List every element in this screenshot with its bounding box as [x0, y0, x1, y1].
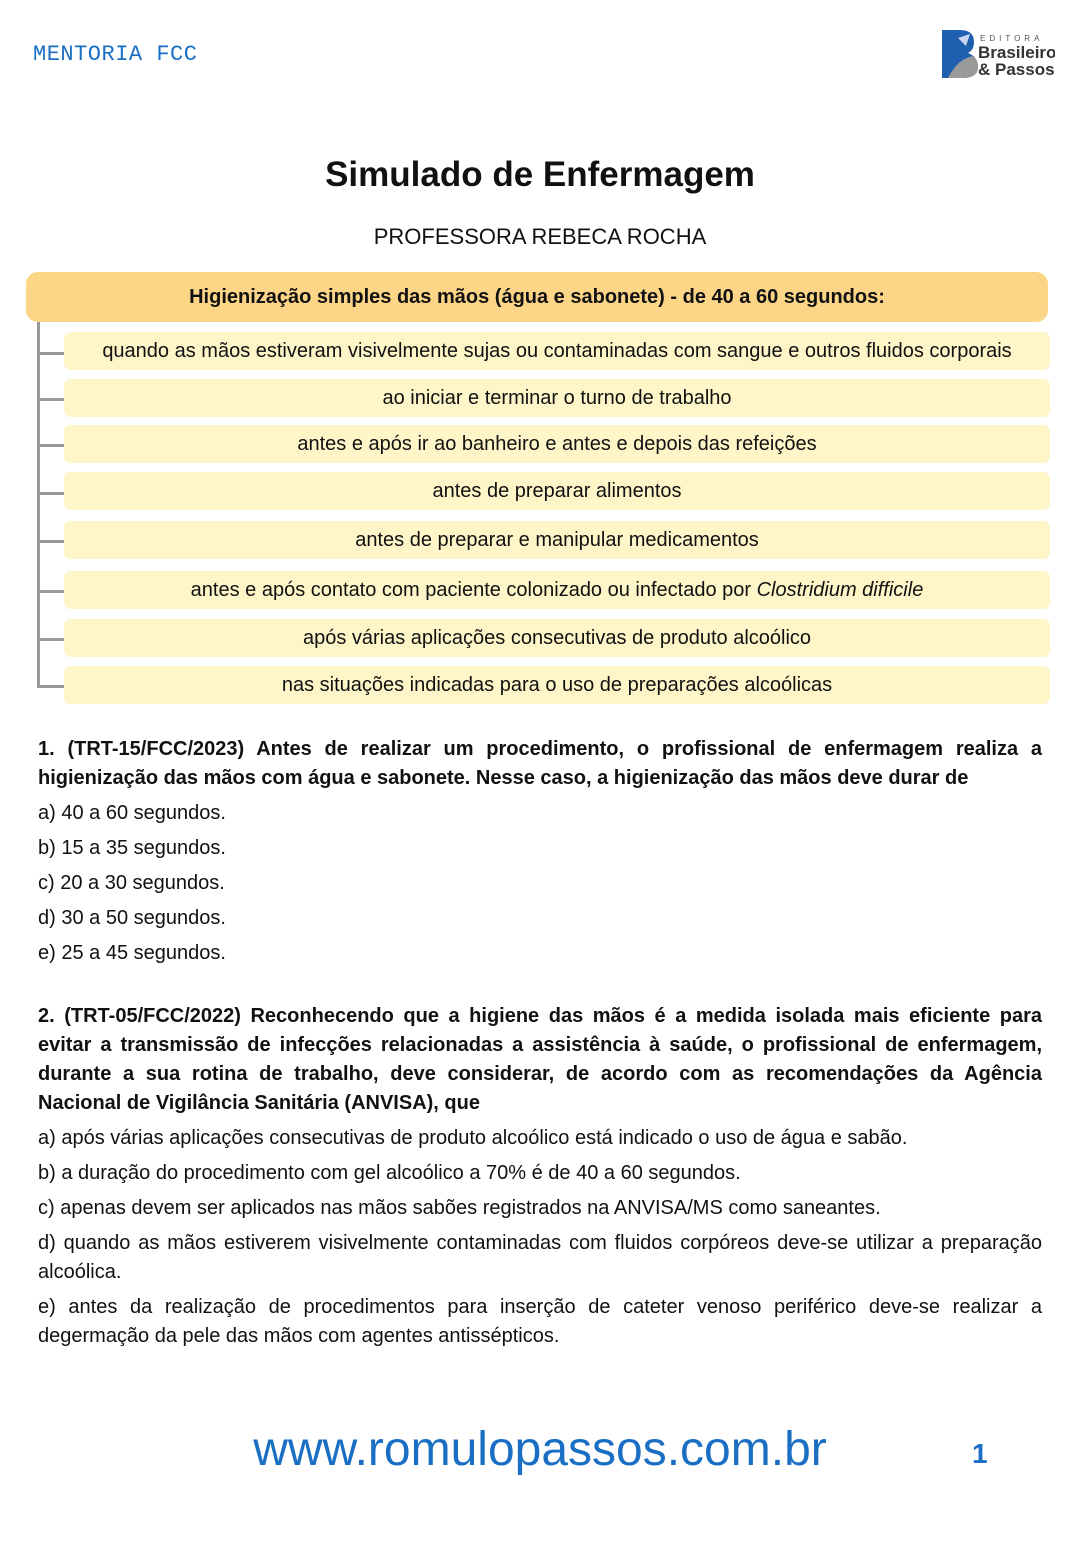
option-b: b) a duração do procedimento com gel alcoólico a 70% é de 40 a 60 segundos.	[38, 1162, 741, 1184]
question-1	[38, 735, 1042, 968]
option-b: b) 15 a 35 segundos.	[38, 837, 226, 859]
option-e: e) 25 a 45 segundos.	[38, 942, 226, 964]
mentoria-label: MENTORIA FCC	[33, 42, 198, 67]
option-a: a) 40 a 60 segundos.	[38, 802, 226, 824]
tree-branch	[37, 492, 64, 495]
diagram-heading-text: Higienização simples das mãos (água e sabonete) - de 40 a 60 segundos:	[189, 285, 885, 308]
question-stem: 2. (TRT-05/FCC/2022) Reconhecendo que a higiene das mãos é a medida isolada mais eficiente para evitar a transmissão de infecções relacionadas a assistência à saúde, o profissional de enfermagem, durante a sua rotina de trabalho, deve considerar, de acordo com as recomendações da Agência Nacional de Vigilância Sanitária (ANVISA), que	[38, 1005, 1042, 1114]
questions	[38, 735, 1042, 1357]
diagram-heading	[26, 272, 1048, 322]
diagram-item-text: após várias aplicações consecutivas de produto alcoólico	[302, 626, 812, 649]
logo-b-icon	[940, 28, 1055, 80]
option-d: d) quando as mãos estiverem visivelmente contaminadas com fluidos corpóreos deve-se utilizar a preparação alcoólica.	[38, 1232, 1042, 1283]
tree-branch	[37, 638, 64, 641]
footer-url[interactable]: www.romulopassos.com.br	[253, 1423, 827, 1476]
page-title: Simulado de Enfermagem	[325, 155, 755, 194]
diagram-item	[64, 666, 1050, 704]
question-stem: 1. (TRT-15/FCC/2023) Antes de realizar um procedimento, o profissional de enfermagem realiza a higienização das mãos com água e sabonete. Nesse caso, a higienização das mãos deve durar de	[38, 738, 1042, 789]
diagram-item	[64, 332, 1050, 370]
publisher-logo	[940, 28, 1055, 80]
option-c: c) apenas devem ser aplicados nas mãos sabões registrados na ANVISA/MS como saneantes.	[38, 1197, 881, 1219]
svg-text:EDITORA: EDITORA	[980, 34, 1044, 43]
option-a: a) após várias aplicações consecutivas de produto alcoólico está indicado o uso de água e sabão.	[38, 1127, 908, 1149]
option-d: d) 30 a 50 segundos.	[38, 907, 226, 929]
diagram-item-text: quando as mãos estiveram visivelmente sujas ou contaminadas com sangue e outros fluidos corporais	[102, 339, 1012, 362]
diagram-item	[64, 472, 1050, 510]
diagram-item	[64, 379, 1050, 417]
diagram-item-text: antes e após contato com paciente colonizado ou infectado por	[190, 578, 757, 601]
tree-branch	[37, 590, 64, 593]
diagram-item	[64, 521, 1050, 559]
svg-text:& Passos: & Passos	[978, 60, 1055, 79]
tree-branch	[37, 685, 64, 688]
diagram-item-text: antes de preparar e manipular medicamentos	[355, 528, 759, 551]
option-e: e) antes da realização de procedimentos para inserção de cateter venoso periférico deve-se realizar a degermação da pele das mãos com agentes antissépticos.	[38, 1296, 1042, 1347]
diagram-item	[64, 619, 1050, 657]
diagram-item	[64, 571, 1050, 609]
diagram-item	[64, 425, 1050, 463]
diagram-item-text: antes e após ir ao banheiro e antes e depois das refeições	[297, 432, 817, 455]
tree-branch	[37, 398, 64, 401]
tree-branch	[37, 352, 64, 355]
tree-branch	[37, 540, 64, 543]
page-number: 1	[972, 1438, 988, 1469]
diagram-item-text: antes de preparar alimentos	[432, 479, 682, 502]
diagram-item-text: nas situações indicadas para o uso de preparações alcoólicas	[281, 673, 833, 696]
diagram-item-text: ao iniciar e terminar o turno de trabalho	[382, 386, 732, 409]
option-c: c) 20 a 30 segundos.	[38, 872, 225, 894]
organism-name: Clostridium difficile	[756, 578, 924, 601]
professor-name: PROFESSORA REBECA ROCHA	[373, 224, 707, 249]
tree-connector-line	[37, 322, 40, 688]
svg-text:Brasileiro: Brasileiro	[978, 43, 1055, 62]
question-2	[38, 1002, 1042, 1351]
tree-branch	[37, 444, 64, 447]
